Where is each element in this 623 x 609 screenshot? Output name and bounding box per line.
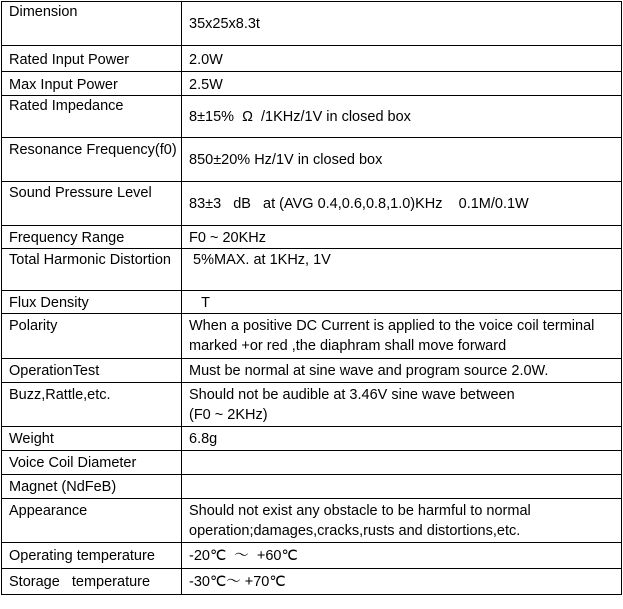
param-label: Max Input Power: [2, 72, 182, 96]
table-row: [2, 427, 622, 451]
param-value: 5%MAX. at 1KHz, 1V: [182, 249, 622, 291]
param-value: Must be normal at sine wave and program source 2.0W.: [182, 359, 622, 383]
param-value: Should not be audible at 3.46V sine wave between (F0 ~ 2KHz): [182, 383, 622, 427]
param-label: Polarity: [2, 314, 182, 359]
param-label: Sound Pressure Level: [2, 182, 182, 226]
table-row: [2, 138, 622, 182]
param-label: Frequency Range: [2, 226, 182, 249]
param-label: Operating temperature: [2, 543, 182, 569]
param-value: 850±20% Hz/1V in closed box: [182, 138, 622, 182]
table-row: [2, 72, 622, 96]
table-row: [2, 291, 622, 314]
param-value: 2.5W: [182, 72, 622, 96]
table-row: [2, 383, 622, 427]
param-value: 6.8g: [182, 427, 622, 451]
param-label: Voice Coil Diameter: [2, 451, 182, 475]
table-row: [2, 96, 622, 138]
param-label: Storage temperature: [2, 569, 182, 595]
param-label: Weight: [2, 427, 182, 451]
param-label: Magnet (NdFeB): [2, 475, 182, 499]
param-value: 8±15% Ω /1KHz/1V in closed box: [182, 96, 622, 138]
param-label: Appearance: [2, 499, 182, 543]
param-label: Flux Density: [2, 291, 182, 314]
param-label: Buzz,Rattle,etc.: [2, 383, 182, 427]
param-label: Dimension: [2, 2, 182, 46]
table-row: [2, 475, 622, 499]
table-row: [2, 569, 622, 595]
table-row: [2, 182, 622, 226]
param-label: OperationTest: [2, 359, 182, 383]
param-value: 2.0W: [182, 46, 622, 72]
table-row: [2, 314, 622, 359]
param-label: Total Harmonic Distortion: [2, 249, 182, 291]
param-value: 35x25x8.3t: [182, 2, 622, 46]
table-row: [2, 499, 622, 543]
param-value: F0 ~ 20KHz: [182, 226, 622, 249]
param-value: [182, 451, 622, 475]
specification-table: [1, 1, 622, 595]
table-row: [2, 451, 622, 475]
table-row: [2, 359, 622, 383]
param-value: Should not exist any obstacle to be harmful to normal operation;damages,cracks,rusts and distortions,etc.: [182, 499, 622, 543]
param-value: T: [182, 291, 622, 314]
param-value: -20℃ ～ +60℃: [182, 543, 622, 569]
table-row: [2, 543, 622, 569]
param-value: [182, 475, 622, 499]
param-label: Resonance Frequency(f0): [2, 138, 182, 182]
table-row: [2, 249, 622, 291]
param-label: Rated Impedance: [2, 96, 182, 138]
table-row: [2, 226, 622, 249]
param-value: 83±3 dB at (AVG 0.4,0.6,0.8,1.0)KHz 0.1M/0.1W: [182, 182, 622, 226]
table-row: [2, 2, 622, 46]
param-value: -30℃～ +70℃: [182, 569, 622, 595]
param-label: Rated Input Power: [2, 46, 182, 72]
table-row: [2, 46, 622, 72]
param-value: When a positive DC Current is applied to the voice coil terminal marked +or red ,the diaphram shall move forward: [182, 314, 622, 359]
